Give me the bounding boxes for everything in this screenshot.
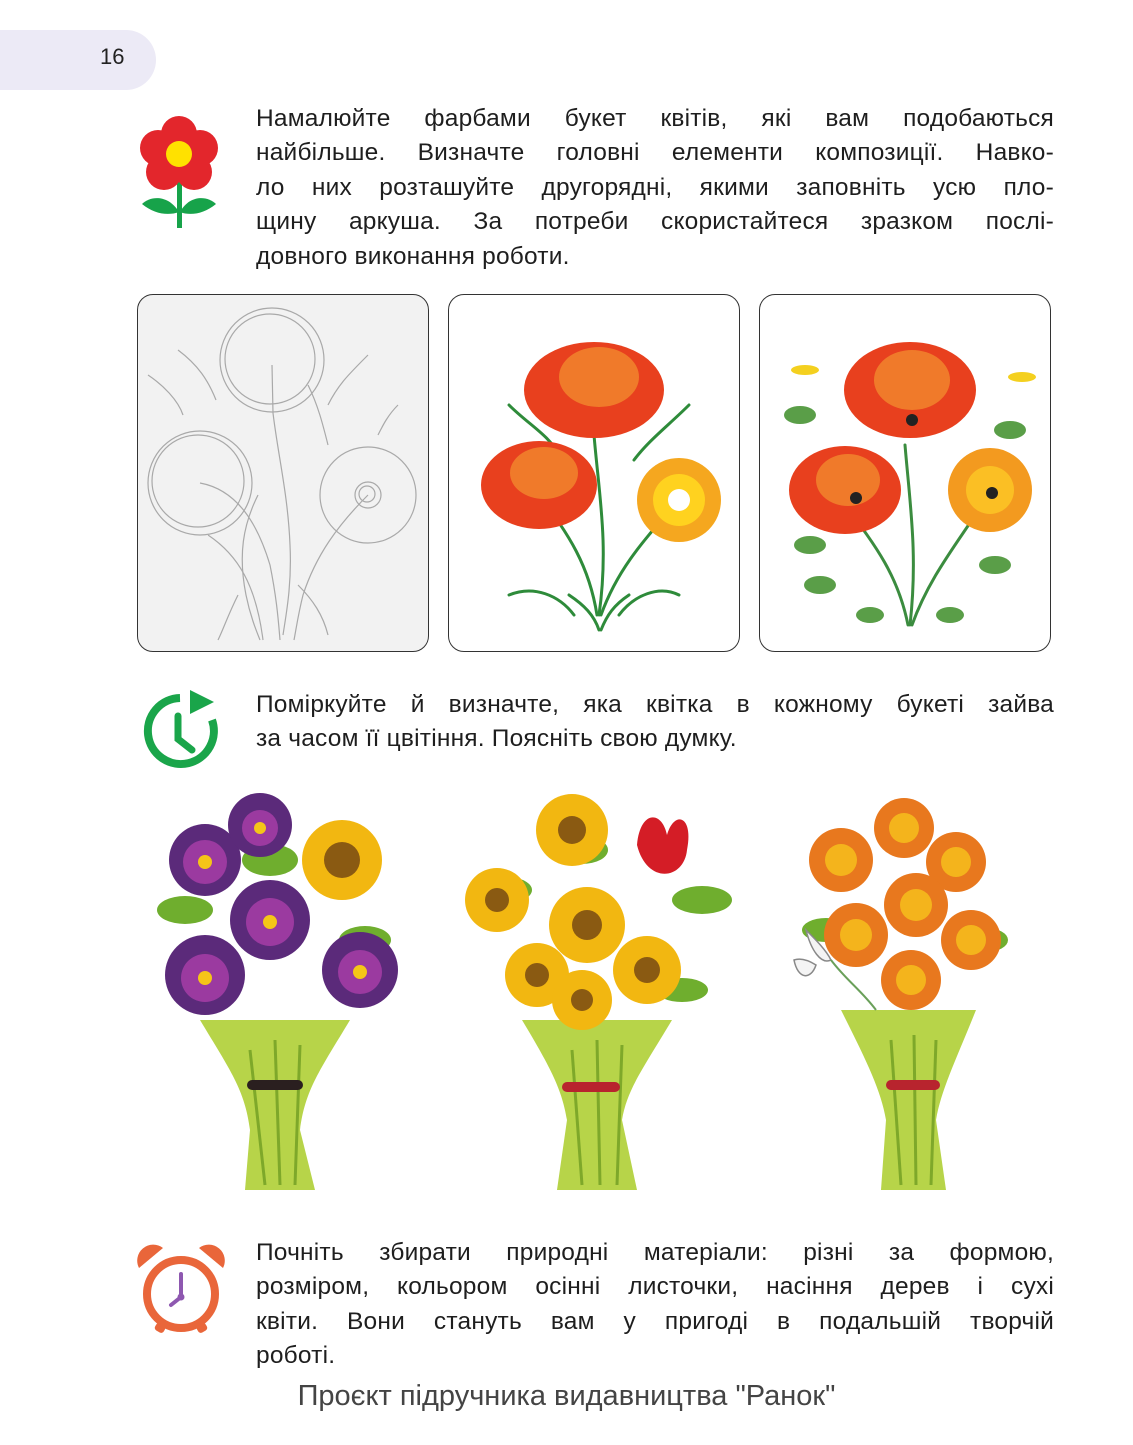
task1-text xyxy=(256,102,1054,274)
finished-bouquet-image xyxy=(760,295,1050,650)
bouquet-image xyxy=(786,790,1016,1200)
marigolds-snowdrop-bouquet xyxy=(786,790,1016,1200)
task1-line: Намалюйте фарбами букет квітів, які вам подобаються xyxy=(256,105,1054,132)
clock-arrow-icon xyxy=(134,684,226,781)
sunflowers-tulip-bouquet xyxy=(462,790,742,1200)
flower-icon xyxy=(138,112,218,237)
task3-text xyxy=(256,1236,1054,1374)
pencil-sketch-step xyxy=(137,294,429,652)
page-number-tab xyxy=(0,30,156,90)
page-number: 16 xyxy=(100,44,125,69)
task1-line: довного виконання роботи. xyxy=(256,242,570,270)
publisher-footer: Проєкт підручника видавництва "Ранок" xyxy=(297,1380,836,1412)
task2-line: Поміркуйте й визначте, яка квітка в кожному букеті зайва xyxy=(256,691,1054,718)
task2-line: за часом її цвітіння. Поясніть свою думку. xyxy=(256,725,737,753)
pansies-sunflower-bouquet xyxy=(150,790,400,1200)
task3-line: розміром, кольором осінні листочки, насіння дерев і сухі xyxy=(256,1273,1054,1301)
finished-bouquet-step xyxy=(759,294,1051,652)
task1-line: найбільше. Визначте головні елементи композиції. Навко- xyxy=(256,139,1054,167)
task3-line: квіти. Вони стануть вам у пригоді в подальшій творчій xyxy=(256,1307,1054,1335)
task1-line: ло них розташуйте другорядні, якими заповніть усю пло- xyxy=(256,173,1054,201)
alarm-clock-icon xyxy=(133,1242,229,1343)
task2-text xyxy=(256,688,1054,757)
pencil-sketch-image xyxy=(138,295,428,650)
task1-line: щину аркуша. За потреби скористайтеся зразком послі- xyxy=(256,208,1054,236)
bouquet-image xyxy=(150,790,400,1200)
task3-line: Почніть збирати природні матеріали: різні за формою, xyxy=(256,1239,1054,1266)
bouquet-image xyxy=(462,790,742,1200)
task3-line: роботі. xyxy=(256,1342,336,1370)
painted-flowers-image xyxy=(449,295,739,650)
painted-flowers-step xyxy=(448,294,740,652)
